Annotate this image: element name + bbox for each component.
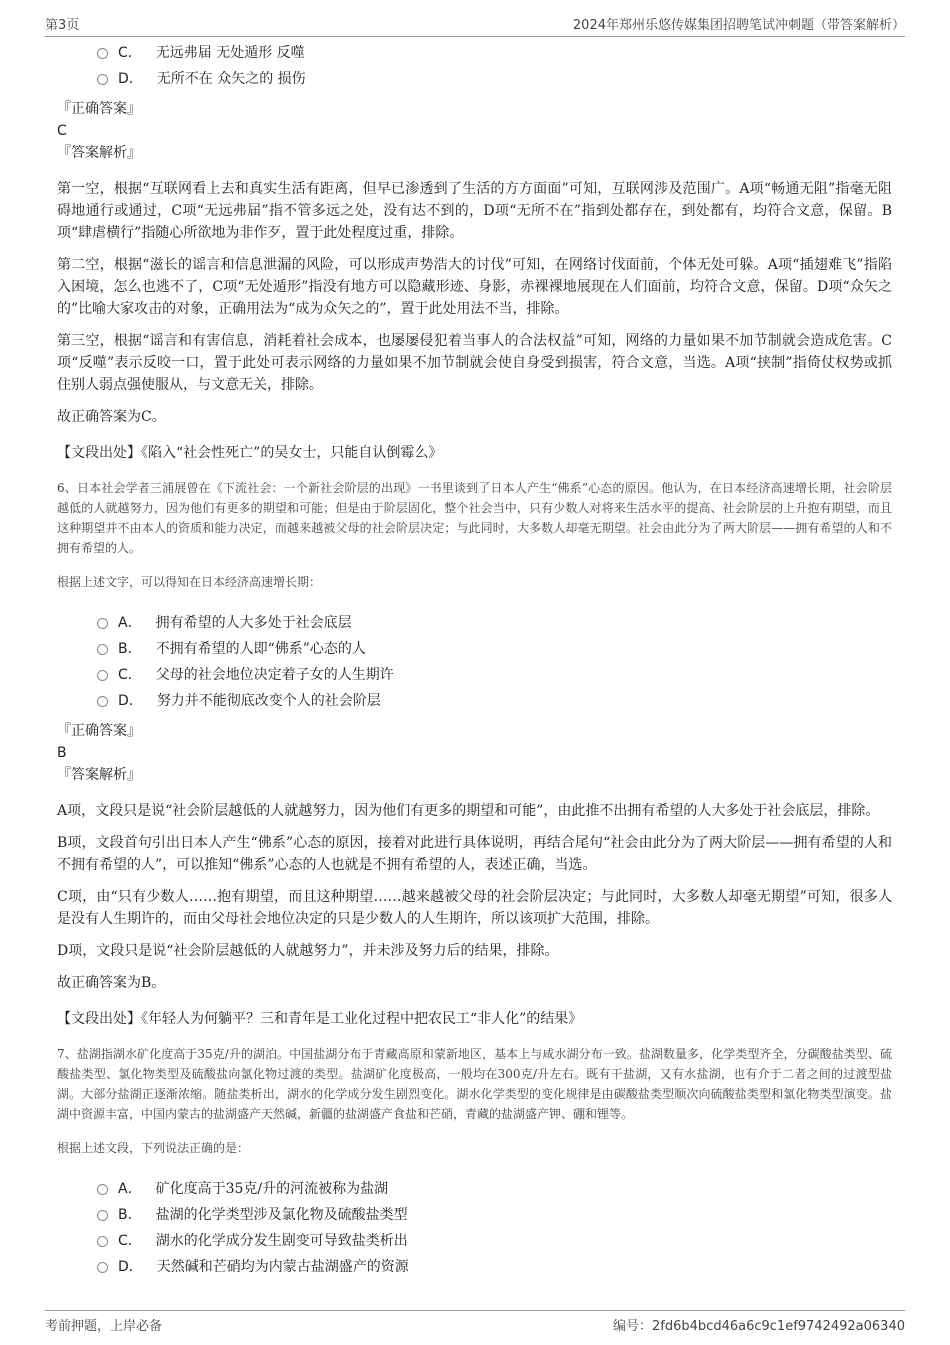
analysis-label: 『答案解析』 — [57, 145, 141, 161]
option-d[interactable]: D． 努力并不能彻底改变个人的社会阶层 — [97, 688, 892, 714]
question-7-text: 7、盐湖指湖水矿化度高于35克/升的湖泊。中国盐湖分布于青藏高原和蒙新地区，基本上与咸水湖分布一致。盐湖数量多，化学类型齐全，分碳酸盐类型、硫酸盐类型、氯化物类型及硫酸盐向氯化物过渡的类型。盐湖矿化度极高，一般均在300克/升左右。既有干盐湖，又有水盐湖，也有介于二者之间的过渡型盐湖。大部分盐湖正逐渐浓缩。随盐类析出，湖水的化学成分发生剧烈变化。湖水化学类型的变化规律是由碳酸盐类型顺次向硫酸盐类型和氯化物类型演变。盐湖中资源丰富，中国内蒙古的盐湖盛产天然碱，新疆的盐湖盛产食盐和芒硝，青藏的盐湖盛产钾、硼和锂等。 — [57, 1047, 892, 1121]
analysis-paragraph: 第二空，根据“滋长的谣言和信息泄漏的风险，可以形成声势浩大的讨伐”可知，在网络讨伐面前，个体无处可躲。A项“插翅难飞”指陷入困境，怎么也逃不了，C项“无处遁形”指没有地方可以隐藏形迹、身影，赤裸裸地展现在人们面前，均符合文意，保留。D项“众矢之的”比喻大家攻击的对象，正确用法为“成为众矢之的”，置于此处用法不当，排除。 — [57, 257, 892, 317]
radio-icon[interactable] — [97, 696, 108, 707]
radio-icon[interactable] — [97, 1236, 108, 1247]
option-c[interactable]: C． 父母的社会地位决定着子女的人生期许 — [97, 662, 892, 688]
radio-icon[interactable] — [97, 618, 108, 629]
source-citation: 【文段出处】《陷入“社会性死亡”的吴女士，只能自认倒霉么》 — [57, 445, 443, 461]
analysis-paragraph: C项，由“只有少数人……抱有期望，而且这种期望……越来越被父母的社会阶层决定；与此同时，大多数人却毫无期望”可知，很多人是没有人生期许的，而由父母社会地位决定的只是少数人的人生期许，所以该项扩大范围，排除。 — [57, 889, 892, 927]
answer-value: C — [57, 123, 67, 139]
document-body — [57, 40, 892, 1280]
option-d[interactable]: D． 天然碱和芒硝均为内蒙古盐湖盛产的资源 — [97, 1254, 892, 1280]
page-footer — [45, 1310, 905, 1334]
q7-options — [97, 1176, 892, 1280]
analysis-paragraph: 第三空，根据“谣言和有害信息，消耗着社会成本，也屡屡侵犯着当事人的合法权益”可知，网络的力量如果不加节制就会造成危害。C项“反噬”表示反咬一口，置于此处可表示网络的力量如果不加节制就会使自身受到损害，符合文意，当选。A项“挟制”指倚仗权势或抓住别人弱点强使服从，与文意无关，排除。 — [57, 333, 892, 393]
answer-label: 『正确答案』 — [57, 101, 141, 117]
analysis-paragraph: B项，文段首句引出日本人产生“佛系”心态的原因，接着对此进行具体说明，再结合尾句“社会由此分为了两大阶层——拥有希望的人和不拥有希望的人”，可以推知“佛系”心态的人也就是不拥有希望的人，表述正确，当选。 — [57, 835, 892, 873]
question-6-text: 6、日本社会学者三浦展曾在《下流社会：一个新社会阶层的出现》一书里谈到了日本人产生“佛系”心态的原因。他认为，在日本经济高速增长期，社会阶层越低的人就越努力，因为他们有更多的期望和可能；但是由于阶层固化，整个社会当中，只有少数人对将来生活水平的提高、社会阶层的上升抱有期望，而且这种期望并不由本人的资质和能力决定，而越来越被父母的社会阶层决定；与此同时，大多数人却毫无期望。社会由此分为了两大阶层——拥有希望的人和不拥有希望的人。 — [57, 481, 892, 555]
page-number: 第3页 — [45, 18, 80, 33]
q6-options — [97, 610, 892, 714]
analysis-label: 『答案解析』 — [57, 767, 141, 783]
radio-icon[interactable] — [97, 1184, 108, 1195]
radio-icon[interactable] — [97, 670, 108, 681]
radio-icon[interactable] — [97, 644, 108, 655]
question-6-prompt: 根据上述文字，可以得知在日本经济高速增长期： — [57, 575, 322, 589]
option-a[interactable]: A． 拥有希望的人大多处于社会底层 — [97, 610, 892, 636]
footer-slogan: 考前押题，上岸必备 — [45, 1319, 163, 1334]
document-title: 2024年郑州乐悠传媒集团招聘笔试冲刺题（带答案解析） — [572, 18, 905, 33]
analysis-conclusion: 故正确答案为C。 — [57, 409, 166, 425]
q5-options — [97, 40, 892, 92]
source-citation: 【文段出处】《年轻人为何躺平？三和青年是工业化过程中把农民工“非人化”的结果》 — [57, 1011, 583, 1027]
option-c[interactable]: C． 湖水的化学成分发生剧变可导致盐类析出 — [97, 1228, 892, 1254]
page-header — [45, 12, 905, 37]
analysis-conclusion: 故正确答案为B。 — [57, 975, 166, 991]
radio-icon[interactable] — [97, 1210, 108, 1221]
analysis-paragraph: 第一空，根据“互联网看上去和真实生活有距离，但早已渗透到了生活的方方面面”可知，互联网涉及范围广。A项“畅通无阻”指毫无阻碍地通行或通过，C项“无远弗届”指不管多远之处，没有达不到的，D项“无所不在”指到处都存在，到处都有，均符合文意，保留。B项“肆虐横行”指随心所欲地为非作歹，置于此处程度过重，排除。 — [57, 181, 892, 241]
question-7-prompt: 根据上述文段，下列说法正确的是： — [57, 1141, 250, 1155]
radio-icon[interactable] — [97, 1262, 108, 1273]
option-a[interactable]: A． 矿化度高于35克/升的河流被称为盐湖 — [97, 1176, 892, 1202]
radio-icon[interactable] — [97, 74, 108, 85]
option-b[interactable]: B． 盐湖的化学类型涉及氯化物及硫酸盐类型 — [97, 1202, 892, 1228]
analysis-paragraph: D项，文段只是说“社会阶层越低的人就越努力”，并未涉及努力后的结果，排除。 — [57, 943, 559, 959]
option-c[interactable]: C． 无远弗届 无处遁形 反噬 — [97, 40, 892, 66]
document-id: 编号：2fd6b4bcd46a6c9c1ef9742492a06340 — [613, 1319, 905, 1334]
answer-label: 『正确答案』 — [57, 723, 141, 739]
option-b[interactable]: B． 不拥有希望的人即“佛系”心态的人 — [97, 636, 892, 662]
option-d[interactable]: D． 无所不在 众矢之的 损伤 — [97, 66, 892, 92]
answer-value: B — [57, 745, 67, 761]
radio-icon[interactable] — [97, 48, 108, 59]
analysis-paragraph: A项，文段只是说“社会阶层越低的人就越努力，因为他们有更多的期望和可能”，由此推不出拥有希望的人大多处于社会底层，排除。 — [57, 803, 880, 819]
